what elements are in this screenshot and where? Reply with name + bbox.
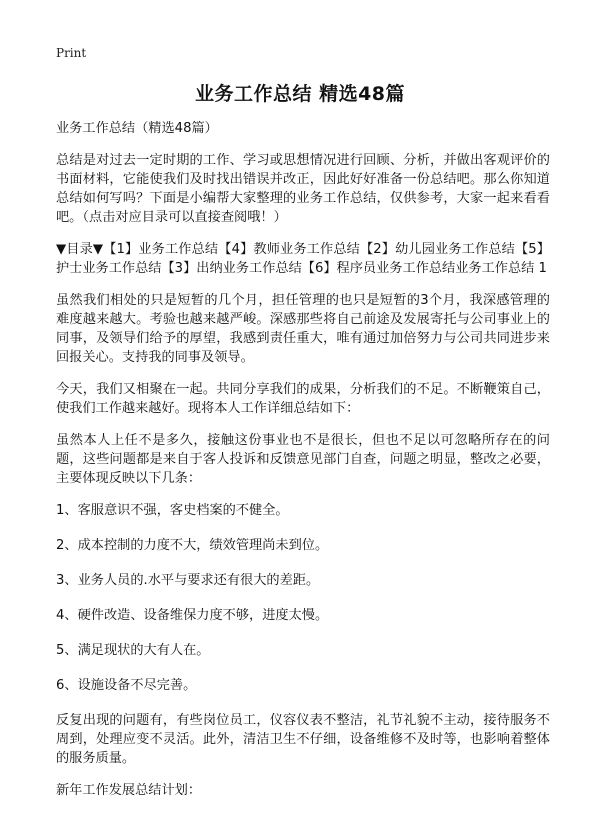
table-of-contents[interactable]: ▼目录▼【1】业务工作总结【4】教师业务工作总结【2】幼儿园业务工作总结【5】护士业务工作总结【3】出纳业务工作总结【6】程序员业务工作总结业务工作总结 1	[56, 242, 550, 276]
document-subtitle: 业务工作总结（精选48篇）	[56, 121, 218, 136]
body-paragraph: 虽然我们相处的只是短暂的几个月，担任管理的也只是短暂的3个月，我深感管理的难度越来越大。考验也越来越严峻。深感那些将自己前途及发展寄托与公司事业上的同事，及领导们给予的厚望，我感到责任重大，唯有通过加倍努力与公司共同进步来回报关心。支持我的同事及领导。	[56, 293, 550, 365]
intro-paragraph: 总结是对过去一定时期的工作、学习或思想情况进行回顾、分析，并做出客观评价的书面材料，它能使我们及时找出错误并改正，因此好好准备一份总结吧。那么你知道总结如何写吗？下面是小编帮大家整理的业务工作总结，仅供参考，大家一起来看看吧。（点击对应目录可以直接查阅哦！）	[56, 153, 550, 225]
list-item: 2、成本控制的力度不大，绩效管理尚未到位。	[56, 538, 329, 553]
print-label: Print	[56, 46, 87, 60]
body-paragraph: 新年工作发展总结计划：	[56, 783, 202, 798]
body-paragraph: 反复出现的问题有，有些岗位员工，仪容仪表不整洁，礼节礼貌不主动，接待服务不周到，处理应变不灵活。此外，清洁卫生不仔细，设备维修不及时等，也影响着整体的服务质量。	[56, 713, 550, 766]
list-item: 4、硬件改造、设备维保力度不够，进度太慢。	[56, 608, 329, 623]
page-title: 业务工作总结 精选48篇	[194, 83, 406, 105]
list-item: 1、客服意识不强，客史档案的不健全。	[56, 503, 289, 518]
document-body	[56, 119, 550, 813]
list-item: 3、业务人员的.水平与要求还有很大的差距。	[56, 573, 320, 588]
list-item: 5、满足现状的大有人在。	[56, 643, 210, 658]
body-paragraph: 虽然本人上任不是多久，接触这份事业也不是很长，但也不足以可忽略所存在的问题，这些问题都是来自于客人投诉和反馈意见部门自查，问题之明显，整改之必要，主要体现反映以下几条：	[56, 433, 550, 486]
list-item: 6、设施设备不尽完善。	[56, 678, 197, 693]
body-paragraph: 今天，我们又相聚在一起。共同分享我们的成果，分析我们的不足。不断鞭策自己，使我们工作越来越好。现将本人工作详细总结如下：	[56, 382, 550, 416]
